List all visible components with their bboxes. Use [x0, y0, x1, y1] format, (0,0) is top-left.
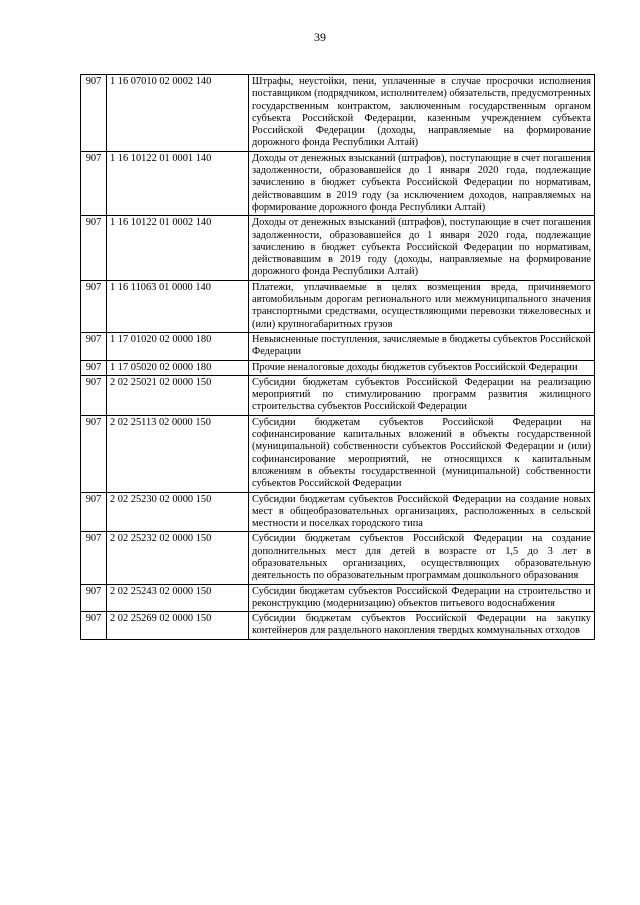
admin-code-cell: 907 [81, 612, 107, 640]
revenue-code-cell: 1 16 11063 01 0000 140 [107, 280, 249, 332]
admin-code-cell: 907 [81, 584, 107, 612]
admin-code-cell: 907 [81, 75, 107, 152]
admin-code-cell: 907 [81, 532, 107, 584]
admin-code-cell: 907 [81, 151, 107, 215]
description-cell: Субсидии бюджетам субъектов Российской Федерации на закупку контейнеров для раздельного накопления твердых коммунальных отходов [249, 612, 595, 640]
description-cell: Платежи, уплачиваемые в целях возмещения вреда, причиняемого автомобильным дорогам регионального или межмуниципального значения транспортными средствами, осуществляющими перевозки тяжеловесных и (или) крупногабаритных грузов [249, 280, 595, 332]
admin-code-cell: 907 [81, 360, 107, 375]
revenue-code-cell: 1 16 10122 01 0002 140 [107, 216, 249, 280]
revenue-code-cell: 2 02 25230 02 0000 150 [107, 492, 249, 532]
page-number: 39 [314, 30, 326, 44]
description-cell: Субсидии бюджетам субъектов Российской Федерации на создание новых мест в общеобразовательных организациях, расположенных в сельской местности и поселках городского типа [249, 492, 595, 532]
description-cell: Штрафы, неустойки, пени, уплаченные в случае просрочки исполнения поставщиком (подрядчиком, исполнителем) обязательств, предусмотренных государственным контрактом, заключенным государственным органом субъекта Российской Федерации, казенным учреждением субъекта Российской Федерации (доходы, направляемые на формирование дорожного фонда Республики Алтай) [249, 75, 595, 152]
description-cell: Субсидии бюджетам субъектов Российской Федерации на строительство и реконструкцию (модернизацию) объектов питьевого водоснабжения [249, 584, 595, 612]
revenue-code-cell: 2 02 25113 02 0000 150 [107, 415, 249, 492]
table-row [81, 375, 595, 415]
table-row [81, 360, 595, 375]
admin-code-cell: 907 [81, 216, 107, 280]
revenue-code-cell: 1 16 07010 02 0002 140 [107, 75, 249, 152]
admin-code-cell: 907 [81, 492, 107, 532]
revenue-code-cell: 2 02 25269 02 0000 150 [107, 612, 249, 640]
table-row [81, 216, 595, 280]
revenue-code-cell: 1 16 10122 01 0001 140 [107, 151, 249, 215]
table-row [81, 415, 595, 492]
admin-code-cell: 907 [81, 332, 107, 360]
admin-code-cell: 907 [81, 415, 107, 492]
description-cell: Невыясненные поступления, зачисляемые в бюджеты субъектов Российской Федерации [249, 332, 595, 360]
description-cell: Прочие неналоговые доходы бюджетов субъектов Российской Федерации [249, 360, 595, 375]
admin-code-cell: 907 [81, 375, 107, 415]
revenue-code-cell: 2 02 25243 02 0000 150 [107, 584, 249, 612]
table-row [81, 332, 595, 360]
table-row [81, 612, 595, 640]
revenue-code-cell: 2 02 25232 02 0000 150 [107, 532, 249, 584]
description-cell: Субсидии бюджетам субъектов Российской Федерации на реализацию мероприятий по стимулированию программ развития жилищного строительства субъектов Российской Федерации [249, 375, 595, 415]
description-cell: Доходы от денежных взысканий (штрафов), поступающие в счет погашения задолженности, образовавшейся до 1 января 2020 года, подлежащие зачислению в бюджет субъекта Российской Федерации по нормативам, действовавшим в 2019 году (за исключением доходов, направляемых на формирование дорожного фонда Республики Алтай) [249, 151, 595, 215]
description-cell: Доходы от денежных взысканий (штрафов), поступающие в счет погашения задолженности, образовавшейся до 1 января 2020 года, подлежащие зачислению в бюджет субъекта Российской Федерации по нормативам, действовавшим в 2019 году (доходы, направляемые на формирование дорожного фонда Республики Алтай) [249, 216, 595, 280]
admin-code-cell: 907 [81, 280, 107, 332]
description-cell: Субсидии бюджетам субъектов Российской Федерации на софинансирование капитальных вложений в объекты государственной (муниципальной) собственности субъектов Российской Федерации и (или) софинансирование мероприятий, не относящихся к капитальным вложениям в объекты государственной (муниципальной) собственности субъектов Российской Федерации [249, 415, 595, 492]
table-row [81, 584, 595, 612]
table-row [81, 151, 595, 215]
table-row [81, 75, 595, 152]
revenue-code-cell: 2 02 25021 02 0000 150 [107, 375, 249, 415]
table-row [81, 280, 595, 332]
table-row [81, 532, 595, 584]
table-row [81, 492, 595, 532]
revenue-codes-table [80, 74, 595, 640]
revenue-code-cell: 1 17 01020 02 0000 180 [107, 332, 249, 360]
description-cell: Субсидии бюджетам субъектов Российской Федерации на создание дополнительных мест для детей в возрасте от 1,5 до 3 лет в образовательных организациях, осуществляющих образовательную деятельность по образовательным программам дошкольного образования [249, 532, 595, 584]
revenue-code-cell: 1 17 05020 02 0000 180 [107, 360, 249, 375]
